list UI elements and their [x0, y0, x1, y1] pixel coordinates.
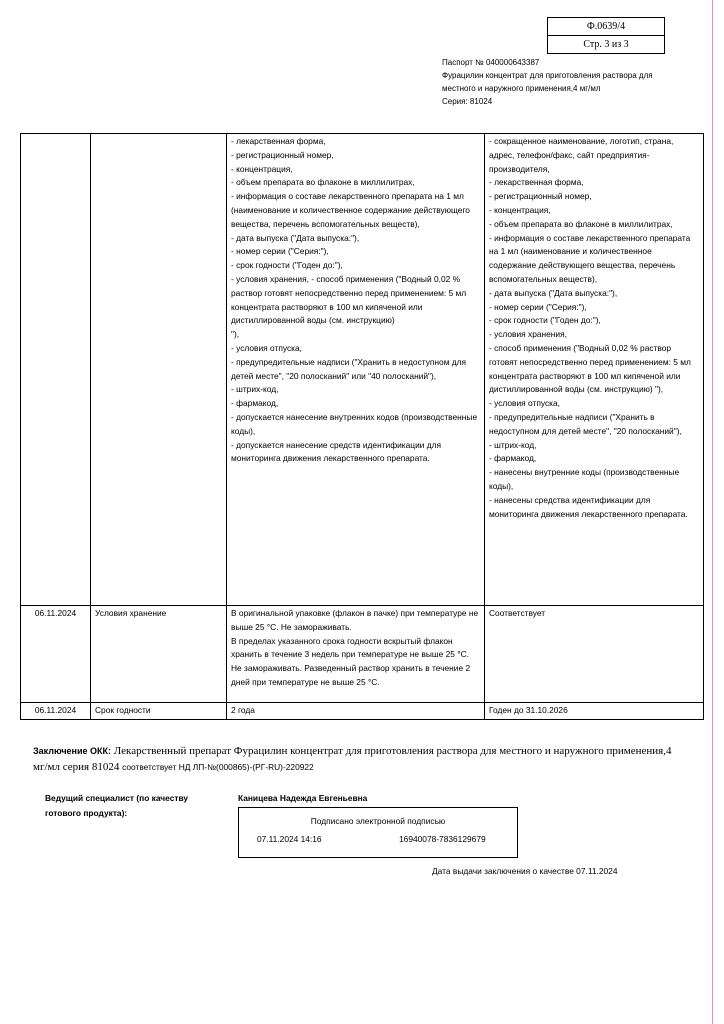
conclusion-tail: соответствует НД ЛП-№(000865)-(РГ-RU)-220922 — [122, 762, 314, 772]
product-name: Фурацилин концентрат для приготовления раствора для местного и наружного применения,4 мг/мл — [442, 71, 653, 93]
table-row — [21, 703, 704, 720]
series-number: Серия: 81024 — [442, 97, 493, 106]
table-row — [21, 134, 704, 606]
scan-edge-line — [712, 0, 713, 1024]
passport-header — [442, 56, 682, 108]
requirement-cell: 2 года — [227, 703, 485, 720]
form-code: Ф.0639/4 — [586, 21, 626, 32]
table-row — [21, 606, 704, 703]
signature-title: Подписано электронной подписью — [310, 816, 446, 826]
quality-table — [20, 133, 704, 720]
qc-conclusion — [33, 743, 673, 775]
form-number-box — [547, 17, 665, 54]
specialist-label: Ведущий специалист (по качеству готового продукта): — [45, 793, 189, 818]
page-number: Стр. 3 из 3 — [548, 35, 664, 53]
signature-datetime: 07.11.2024 14:16 — [257, 834, 322, 844]
date-cell: 06.11.2024 — [21, 703, 91, 720]
passport-number: Паспорт № 040000643387 — [442, 58, 540, 67]
date-cell: 06.11.2024 — [21, 606, 91, 703]
result-cell: Годен до 31.10.2026 — [485, 703, 704, 720]
indicator-cell: Условия хранение — [91, 606, 227, 703]
e-signature-stamp — [238, 807, 518, 858]
requirement-cell: В оригинальной упаковке (флакон в пачке) при температуре не выше 25 °С. Не замораживать. В пределах указанного срока годности вскрытый флакон хранить в течение 3 недель при температуре не выше 25 °С. Не замораживать. Разведенный раствор хранить в течение 2 дней при температуре не выше 25 °С. — [227, 606, 485, 703]
result-cell: - сокращенное наименование, логотип, страна, адрес, телефон/факс, сайт предприятия-производителя, - лекарственная форма, - регистрационный номер, - концентрация, - объем препарата во флаконе в миллилитрах, - информация о составе лекарственного препарата на 1 мл (наименование и количественное содержание действующего вещества, перечень вспомогательных веществ), - дата выпуска ("Дата выпуска:"), - номер серии ("Серия:"), - срок годности ("Годен до:"), - условия хранения, - способ применения ("Водный 0,02 % раствор готовят непосредственно перед применением: 5 мл концентрата растворяют в 100 мл кипяченой или дистиллированной воды (см. инструкцию) "), - условия отпуска, - предупредительные надписи ("Хранить в недоступном для детей месте", "20 полосканий"), - штрих-код, - фармакод, - нанесены внутренние коды (производственные коды), - нанесены средства идентификации для мониторинга движения лекарственного препарата. — [485, 134, 704, 606]
specialist-name: Каницева Надежда Евгеньевна — [238, 793, 368, 803]
indicator-cell: Срок годности — [91, 703, 227, 720]
conclusion-label: Заключение ОКК: — [33, 746, 112, 756]
indicator-cell — [91, 134, 227, 606]
issue-date: Дата выдачи заключения о качестве 07.11.2024 — [432, 866, 618, 876]
signature-code: 16940078-7836129679 — [399, 834, 486, 844]
conclusion-text: Лекарственный препарат Фурацилин концентрат для приготовления раствора для местного и наружного применения,4 мг/мл серия 81024 — [33, 745, 672, 773]
requirement-cell: - лекарственная форма, - регистрационный номер, - концентрация, - объем препарата во флаконе в миллилитрах, - информация о составе лекарственного препарата на 1 мл (наименование и количественное содержание действующего вещества, перечень вспомогательных веществ), - дата выпуска ("Дата выпуска:"), - номер серии ("Серия:"), - срок годности ("Годен до:"), - условия хранения, - способ применения ("Водный 0,02 % раствор готовят непосредственно перед применением: 5 мл концентрата растворяют в 100 мл кипяченой или дистиллированной воды (см. инструкцию) "), - условия отпуска, - предупредительные надписи ("Хранить в недоступном для детей месте", "20 полосканий" или "40 полосканий"), - штрих-код, - фармакод, - допускается нанесение внутренних кодов (производственные коды), - допускается нанесение средств идентификации для мониторинга движения лекарственного препарата. — [227, 134, 485, 606]
date-cell — [21, 134, 91, 606]
result-cell: Соответствует — [485, 606, 704, 703]
